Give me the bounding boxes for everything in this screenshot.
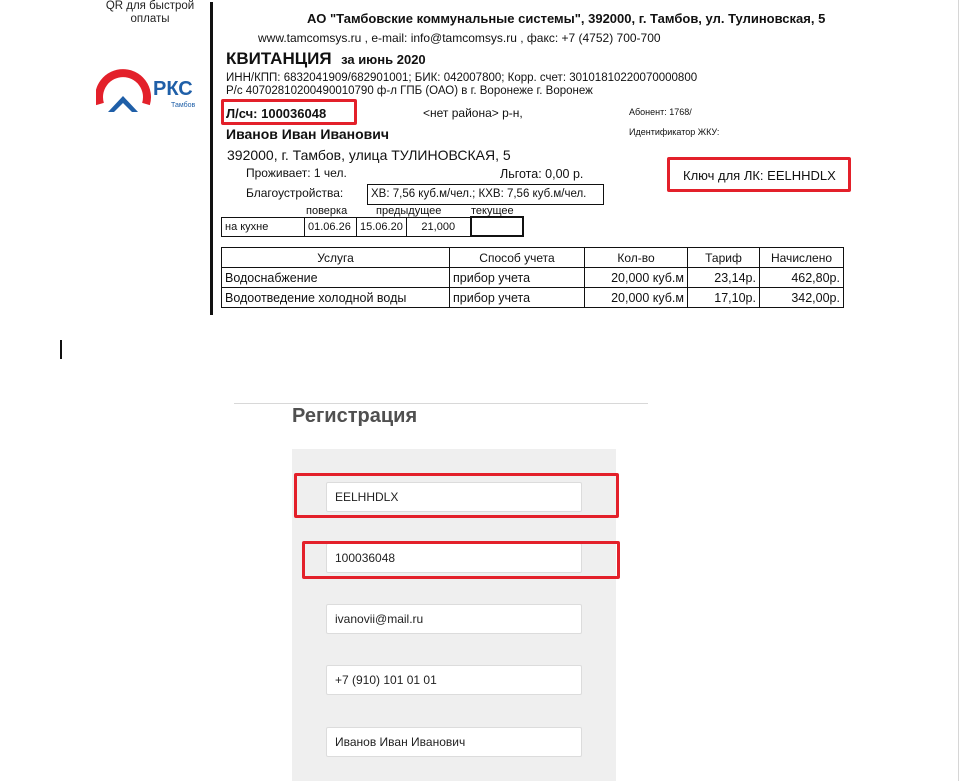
service-tariff: 23,14р. <box>688 268 760 288</box>
receipt-title-text: КВИТАНЦИЯ <box>226 49 332 68</box>
service-method: прибор учета <box>450 268 585 288</box>
rks-logo <box>96 68 206 122</box>
service-tariff: 17,10р. <box>688 288 760 308</box>
logo-brand: РКС <box>153 78 193 100</box>
lk-key: Ключ для ЛК: EELHHDLX <box>683 168 836 183</box>
receipt-divider <box>210 2 213 315</box>
service-name: Водоотведение холодной воды <box>222 288 450 308</box>
payer-address: 392000, г. Тамбов, улица ТУЛИНОВСКАЯ, 5 <box>227 147 511 163</box>
inn-line: ИНН/КПП: 6832041909/682901001; БИК: 042007800; Корр. счет: 30101810220070000800 <box>226 72 698 84</box>
meter-curr-value <box>471 217 523 236</box>
registration-divider <box>234 403 648 404</box>
residents: Проживает: 1 чел. <box>246 166 347 180</box>
lk-key-input[interactable]: EELHHDLX <box>326 482 582 512</box>
services-table <box>221 247 844 308</box>
service-name: Водоснабжение <box>222 268 450 288</box>
abonent: Абонент: 1768/ <box>629 107 692 117</box>
amenities-label: Благоустройства: <box>246 186 344 200</box>
meter-prev-value: 21,000 <box>407 217 471 236</box>
text-cursor <box>60 340 62 359</box>
district: <нет района> р-н, <box>423 106 523 120</box>
account-number: Л/сч: 100036048 <box>226 106 327 121</box>
service-charged: 342,00р. <box>760 288 844 308</box>
page-border <box>958 0 959 781</box>
receipt-period: за июнь 2020 <box>341 52 426 67</box>
company-contacts: www.tamcomsys.ru , e-mail: info@tamcomsys.ru , факс: +7 (4752) 700-700 <box>258 31 661 45</box>
account-highlight-box <box>221 99 357 125</box>
lk-key-highlight-box <box>667 157 851 192</box>
meter-row <box>222 217 523 236</box>
company-name: АО "Тамбовские коммунальные системы", 392000, г. Тамбов, ул. Тулиновская, 5 <box>307 11 826 26</box>
benefit: Льгота: 0,00 р. <box>500 167 584 181</box>
registration-title: Регистрация <box>292 405 418 427</box>
services-header: Тариф <box>688 248 760 268</box>
services-header: Способ учета <box>450 248 585 268</box>
cropped-row-edge <box>221 311 843 315</box>
meter-prev-date: 15.06.20 <box>357 217 407 236</box>
id-zhku: Идентификатор ЖКУ: <box>629 127 720 137</box>
meter-header-curr: текущее <box>471 205 514 217</box>
services-header: Кол-во <box>585 248 688 268</box>
service-qty: 20,000 куб.м <box>585 288 688 308</box>
account-input-highlight <box>302 541 620 579</box>
lk-key-input-highlight <box>294 473 619 518</box>
receipt-title <box>226 49 426 69</box>
services-header: Начислено <box>760 248 844 268</box>
full-name-input[interactable]: Иванов Иван Иванович <box>326 727 582 757</box>
services-header: Услуга <box>222 248 450 268</box>
email-input[interactable]: ivanovii@mail.ru <box>326 604 582 634</box>
meter-place: на кухне <box>222 217 305 236</box>
service-method: прибор учета <box>450 288 585 308</box>
meter-header-prev: предыдущее <box>376 205 442 217</box>
service-charged: 462,80р. <box>760 268 844 288</box>
account-input[interactable]: 100036048 <box>326 543 582 573</box>
meter-table <box>221 216 524 237</box>
amenities-value: ХВ: 7,56 куб.м/чел.; КХВ: 7,56 куб.м/чел. <box>367 184 604 205</box>
table-row <box>222 288 844 308</box>
logo-city: Тамбов <box>171 102 196 109</box>
service-qty: 20,000 куб.м <box>585 268 688 288</box>
phone-input[interactable]: +7 (910) 101 01 01 <box>326 665 582 695</box>
meter-header-check: поверка <box>306 205 348 217</box>
qr-label: QR для быстрой оплаты <box>105 0 195 25</box>
rs-line: Р/с 40702810200490010790 ф-л ГПБ (ОАО) в г. Воронеже г. Воронеж <box>226 85 593 97</box>
payer-name: Иванов Иван Иванович <box>226 126 390 142</box>
services-header-row <box>222 248 844 268</box>
table-row <box>222 268 844 288</box>
meter-check-date: 01.06.26 <box>305 217 357 236</box>
